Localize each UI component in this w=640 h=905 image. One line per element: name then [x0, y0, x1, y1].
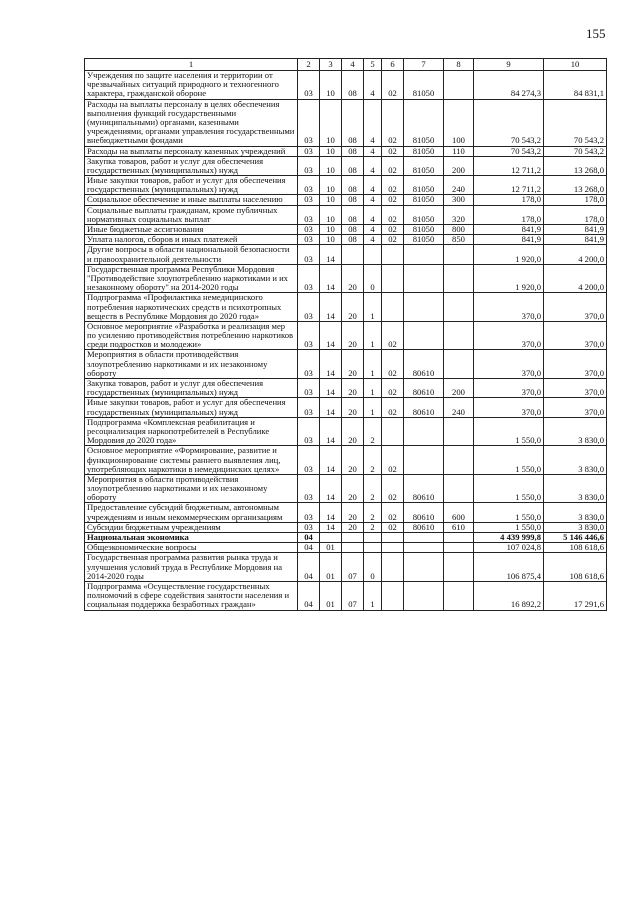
code-cell: 20 [342, 522, 364, 532]
row-name-cell: Основное мероприятие «Формирование, развитие и функционирование системы раннего выявления лиц, употребляющих наркотики в немедицинских целях» [85, 446, 298, 475]
amount-cell: 3 830,0 [544, 474, 607, 503]
code-cell: 320 [444, 205, 474, 224]
code-cell: 14 [320, 293, 342, 322]
code-cell: 10 [320, 156, 342, 175]
code-cell: 07 [342, 553, 364, 582]
code-cell: 02 [382, 446, 404, 475]
code-cell: 20 [342, 446, 364, 475]
amount-cell: 84 274,3 [474, 71, 544, 100]
row-name-cell: Субсидии бюджетным учреждениям [85, 522, 298, 532]
code-cell: 2 [364, 522, 382, 532]
code-cell: 03 [298, 156, 320, 175]
table-row [85, 503, 607, 522]
amount-cell: 370,0 [474, 350, 544, 379]
amount-cell: 178,0 [544, 195, 607, 205]
amount-cell: 370,0 [474, 379, 544, 398]
code-cell: 01 [320, 553, 342, 582]
amount-cell: 178,0 [474, 195, 544, 205]
code-cell: 10 [320, 195, 342, 205]
table-row [85, 71, 607, 100]
code-cell: 14 [320, 321, 342, 350]
code-cell: 10 [320, 205, 342, 224]
row-name-cell: Национальная экономика [85, 533, 298, 543]
code-cell: 4 [364, 205, 382, 224]
amount-cell: 370,0 [544, 398, 607, 417]
code-cell: 03 [298, 398, 320, 417]
row-name-cell: Социальные выплаты гражданам, кроме публичных нормативных социальных выплат [85, 205, 298, 224]
row-name-cell: Уплата налогов, сборов и иных платежей [85, 235, 298, 245]
table-row [85, 264, 607, 293]
code-cell: 1 [364, 350, 382, 379]
code-cell: 80610 [404, 379, 444, 398]
code-cell: 4 [364, 195, 382, 205]
amount-cell: 70 543,2 [544, 99, 607, 146]
code-cell: 20 [342, 264, 364, 293]
code-cell: 20 [342, 321, 364, 350]
table-row [85, 205, 607, 224]
code-cell: 80610 [404, 503, 444, 522]
code-cell: 1 [364, 293, 382, 322]
code-cell [342, 543, 364, 553]
table-row [85, 417, 607, 446]
column-header-2: 2 [298, 59, 320, 71]
code-cell: 81050 [404, 146, 444, 156]
code-cell: 20 [342, 293, 364, 322]
code-cell: 07 [342, 581, 364, 610]
row-name-cell: Закупка товаров, работ и услуг для обеспечения государственных (муниципальных) нужд [85, 379, 298, 398]
code-cell: 20 [342, 379, 364, 398]
code-cell: 80610 [404, 350, 444, 379]
table-row [85, 99, 607, 146]
code-cell: 02 [382, 225, 404, 235]
amount-cell: 1 920,0 [474, 245, 544, 264]
amount-cell: 12 711,2 [474, 176, 544, 195]
code-cell: 4 [364, 156, 382, 175]
code-cell [404, 533, 444, 543]
table-row [85, 543, 607, 553]
amount-cell: 84 831,1 [544, 71, 607, 100]
code-cell [364, 543, 382, 553]
column-header-3: 3 [320, 59, 342, 71]
table-row [85, 146, 607, 156]
amount-cell: 70 543,2 [474, 146, 544, 156]
code-cell: 03 [298, 245, 320, 264]
code-cell [444, 245, 474, 264]
amount-cell: 370,0 [544, 350, 607, 379]
table-row [85, 553, 607, 582]
code-cell: 03 [298, 176, 320, 195]
code-cell [444, 553, 474, 582]
code-cell: 80610 [404, 398, 444, 417]
code-cell: 10 [320, 71, 342, 100]
code-cell: 03 [298, 350, 320, 379]
table-row [85, 581, 607, 610]
amount-cell: 107 024,8 [474, 543, 544, 553]
code-cell: 200 [444, 156, 474, 175]
amount-cell: 1 550,0 [474, 474, 544, 503]
amount-cell: 70 543,2 [474, 99, 544, 146]
amount-cell: 108 618,6 [544, 553, 607, 582]
code-cell: 14 [320, 474, 342, 503]
code-cell: 110 [444, 146, 474, 156]
table-row [85, 321, 607, 350]
amount-cell: 1 550,0 [474, 417, 544, 446]
code-cell [364, 533, 382, 543]
table-row [85, 156, 607, 175]
code-cell: 08 [342, 225, 364, 235]
code-cell: 02 [382, 146, 404, 156]
code-cell: 03 [298, 522, 320, 532]
code-cell: 14 [320, 398, 342, 417]
code-cell: 08 [342, 235, 364, 245]
row-name-cell: Закупка товаров, работ и услуг для обеспечения государственных (муниципальных) нужд [85, 156, 298, 175]
code-cell: 08 [342, 156, 364, 175]
column-header-10: 10 [544, 59, 607, 71]
code-cell: 1 [364, 379, 382, 398]
table-row [85, 195, 607, 205]
table-row [85, 474, 607, 503]
code-cell: 14 [320, 245, 342, 264]
column-header-1: 1 [85, 59, 298, 71]
amount-cell: 370,0 [474, 293, 544, 322]
code-cell: 03 [298, 205, 320, 224]
row-name-cell: Учреждения по защите населения и территории от чрезвычайных ситуаций природного и техногенного характера, гражданской обороне [85, 71, 298, 100]
code-cell [342, 245, 364, 264]
code-cell: 1 [364, 581, 382, 610]
row-name-cell: Государственная программа Республики Мордовия "Противодействие злоупотреблению наркотиками и их незаконному обороту" на 2014-2020 годы [85, 264, 298, 293]
code-cell: 14 [320, 264, 342, 293]
code-cell: 240 [444, 176, 474, 195]
column-header-9: 9 [474, 59, 544, 71]
code-cell: 4 [364, 176, 382, 195]
code-cell [382, 264, 404, 293]
code-cell: 2 [364, 417, 382, 446]
table-row [85, 533, 607, 543]
table-row [85, 379, 607, 398]
column-header-4: 4 [342, 59, 364, 71]
code-cell [404, 581, 444, 610]
amount-cell: 17 291,6 [544, 581, 607, 610]
code-cell: 14 [320, 350, 342, 379]
table-header-row [85, 59, 607, 71]
amount-cell: 108 618,6 [544, 543, 607, 553]
column-header-7: 7 [404, 59, 444, 71]
column-header-5: 5 [364, 59, 382, 71]
amount-cell: 178,0 [474, 205, 544, 224]
code-cell: 04 [298, 543, 320, 553]
code-cell [342, 533, 364, 543]
code-cell: 08 [342, 176, 364, 195]
code-cell [404, 417, 444, 446]
code-cell [404, 321, 444, 350]
code-cell [404, 264, 444, 293]
row-name-cell: Иные бюджетные ассигнования [85, 225, 298, 235]
code-cell: 10 [320, 99, 342, 146]
code-cell: 10 [320, 146, 342, 156]
code-cell: 03 [298, 195, 320, 205]
row-name-cell: Иные закупки товаров, работ и услуг для обеспечения государственных (муниципальных) нужд [85, 398, 298, 417]
row-name-cell: Расходы на выплаты персоналу казенных учреждений [85, 146, 298, 156]
code-cell [444, 581, 474, 610]
row-name-cell: Подпрограмма «Профилактика немедицинского потребления наркотических средств и психотропных веществ в Республике Мордовия до 2020 года» [85, 293, 298, 322]
code-cell: 2 [364, 446, 382, 475]
code-cell: 02 [382, 379, 404, 398]
row-name-cell: Подпрограмма «Осуществление государственных полномочий в сфере содействия занятости населения и социальная поддержка безработных граждан» [85, 581, 298, 610]
table-row [85, 235, 607, 245]
amount-cell: 4 439 999,8 [474, 533, 544, 543]
code-cell: 4 [364, 235, 382, 245]
code-cell: 02 [382, 350, 404, 379]
code-cell: 02 [382, 398, 404, 417]
code-cell: 14 [320, 522, 342, 532]
code-cell: 02 [382, 474, 404, 503]
code-cell: 01 [320, 581, 342, 610]
code-cell [320, 533, 342, 543]
code-cell [444, 474, 474, 503]
budget-table [84, 58, 607, 611]
table-row [85, 398, 607, 417]
code-cell: 81050 [404, 205, 444, 224]
amount-cell: 106 875,4 [474, 553, 544, 582]
code-cell: 02 [382, 156, 404, 175]
code-cell: 02 [382, 176, 404, 195]
code-cell [444, 417, 474, 446]
code-cell: 10 [320, 235, 342, 245]
code-cell [444, 321, 474, 350]
code-cell [444, 543, 474, 553]
row-name-cell: Иные закупки товаров, работ и услуг для обеспечения государственных (муниципальных) нужд [85, 176, 298, 195]
amount-cell: 1 550,0 [474, 446, 544, 475]
code-cell [444, 350, 474, 379]
code-cell: 08 [342, 195, 364, 205]
code-cell: 610 [444, 522, 474, 532]
code-cell [382, 581, 404, 610]
amount-cell: 370,0 [544, 321, 607, 350]
row-name-cell: Расходы на выплаты персоналу в целях обеспечения выполнения функций государственными (муниципальными) органами, казенными учреждениями, органами управления государственными внебюджетными фондами [85, 99, 298, 146]
code-cell: 02 [382, 99, 404, 146]
amount-cell: 3 830,0 [544, 417, 607, 446]
code-cell: 0 [364, 264, 382, 293]
amount-cell: 3 830,0 [544, 522, 607, 532]
code-cell: 600 [444, 503, 474, 522]
code-cell: 800 [444, 225, 474, 235]
code-cell: 81050 [404, 71, 444, 100]
code-cell: 02 [382, 321, 404, 350]
amount-cell: 70 543,2 [544, 146, 607, 156]
code-cell: 01 [320, 543, 342, 553]
code-cell [404, 543, 444, 553]
amount-cell: 13 268,0 [544, 176, 607, 195]
code-cell: 4 [364, 146, 382, 156]
amount-cell: 3 830,0 [544, 503, 607, 522]
code-cell [382, 417, 404, 446]
code-cell: 08 [342, 205, 364, 224]
code-cell [382, 553, 404, 582]
code-cell: 14 [320, 503, 342, 522]
code-cell: 20 [342, 417, 364, 446]
amount-cell: 841,9 [544, 235, 607, 245]
code-cell: 100 [444, 99, 474, 146]
code-cell: 02 [382, 522, 404, 532]
code-cell: 04 [298, 533, 320, 543]
table-row [85, 350, 607, 379]
code-cell: 03 [298, 379, 320, 398]
code-cell: 03 [298, 71, 320, 100]
amount-cell: 12 711,2 [474, 156, 544, 175]
code-cell: 14 [320, 379, 342, 398]
code-cell [382, 293, 404, 322]
code-cell: 81050 [404, 195, 444, 205]
code-cell [444, 293, 474, 322]
code-cell: 03 [298, 235, 320, 245]
row-name-cell: Государственная программа развития рынка труда и улучшения условий труда в Республике Мордовия на 2014-2020 годы [85, 553, 298, 582]
amount-cell: 4 200,0 [544, 245, 607, 264]
table-row [85, 245, 607, 264]
code-cell: 81050 [404, 99, 444, 146]
code-cell: 2 [364, 503, 382, 522]
amount-cell: 3 830,0 [544, 446, 607, 475]
code-cell: 240 [444, 398, 474, 417]
code-cell: 02 [382, 235, 404, 245]
code-cell [364, 245, 382, 264]
code-cell: 80610 [404, 522, 444, 532]
code-cell [404, 553, 444, 582]
code-cell: 03 [298, 293, 320, 322]
code-cell: 20 [342, 503, 364, 522]
code-cell: 10 [320, 176, 342, 195]
code-cell: 20 [342, 474, 364, 503]
row-name-cell: Мероприятия в области противодействия злоупотреблению наркотиками и их незаконному обороту [85, 350, 298, 379]
code-cell: 10 [320, 225, 342, 235]
code-cell [444, 264, 474, 293]
amount-cell: 370,0 [474, 321, 544, 350]
amount-cell: 370,0 [544, 379, 607, 398]
code-cell: 02 [382, 503, 404, 522]
code-cell: 03 [298, 446, 320, 475]
code-cell: 81050 [404, 156, 444, 175]
code-cell: 20 [342, 350, 364, 379]
code-cell: 81050 [404, 235, 444, 245]
code-cell: 14 [320, 417, 342, 446]
code-cell: 0 [364, 553, 382, 582]
code-cell: 03 [298, 264, 320, 293]
code-cell: 200 [444, 379, 474, 398]
table-row [85, 176, 607, 195]
row-name-cell: Другие вопросы в области национальной безопасности и правоохранительной деятельности [85, 245, 298, 264]
code-cell [444, 71, 474, 100]
code-cell: 2 [364, 474, 382, 503]
table-row [85, 293, 607, 322]
amount-cell: 178,0 [544, 205, 607, 224]
code-cell: 03 [298, 417, 320, 446]
code-cell: 03 [298, 503, 320, 522]
amount-cell: 841,9 [474, 225, 544, 235]
code-cell: 4 [364, 71, 382, 100]
amount-cell: 13 268,0 [544, 156, 607, 175]
code-cell: 03 [298, 474, 320, 503]
code-cell: 02 [382, 71, 404, 100]
code-cell: 81050 [404, 176, 444, 195]
code-cell: 03 [298, 321, 320, 350]
amount-cell: 16 892,2 [474, 581, 544, 610]
code-cell: 03 [298, 225, 320, 235]
row-name-cell: Подпрограмма «Комплексная реабилитация и ресоциализация наркопотребителей в Республике Мордовия до 2020 года» [85, 417, 298, 446]
code-cell [404, 245, 444, 264]
code-cell: 20 [342, 398, 364, 417]
amount-cell: 1 920,0 [474, 264, 544, 293]
table-row [85, 225, 607, 235]
code-cell: 1 [364, 398, 382, 417]
code-cell: 03 [298, 146, 320, 156]
code-cell [382, 245, 404, 264]
table-row [85, 522, 607, 532]
page-number: 155 [586, 26, 606, 41]
row-name-cell: Основное мероприятие «Разработка и реализация мер по усилению противодействия потреблению наркотиков среди подростков и молодежи» [85, 321, 298, 350]
row-name-cell: Общеэкономические вопросы [85, 543, 298, 553]
table-body [85, 71, 607, 611]
code-cell: 08 [342, 146, 364, 156]
code-cell [444, 533, 474, 543]
code-cell: 4 [364, 99, 382, 146]
code-cell: 80610 [404, 474, 444, 503]
code-cell [404, 446, 444, 475]
amount-cell: 841,9 [474, 235, 544, 245]
code-cell [444, 446, 474, 475]
amount-cell: 370,0 [544, 293, 607, 322]
code-cell: 08 [342, 99, 364, 146]
code-cell: 300 [444, 195, 474, 205]
code-cell: 1 [364, 321, 382, 350]
amount-cell: 841,9 [544, 225, 607, 235]
row-name-cell: Мероприятия в области противодействия злоупотреблению наркотиками и их незаконному обороту [85, 474, 298, 503]
amount-cell: 1 550,0 [474, 503, 544, 522]
code-cell [382, 533, 404, 543]
column-header-8: 8 [444, 59, 474, 71]
code-cell [404, 293, 444, 322]
row-name-cell: Социальное обеспечение и иные выплаты населению [85, 195, 298, 205]
code-cell: 81050 [404, 225, 444, 235]
code-cell: 850 [444, 235, 474, 245]
code-cell: 03 [298, 99, 320, 146]
code-cell [382, 543, 404, 553]
code-cell: 04 [298, 581, 320, 610]
code-cell: 04 [298, 553, 320, 582]
amount-cell: 370,0 [474, 398, 544, 417]
code-cell: 14 [320, 446, 342, 475]
code-cell: 02 [382, 205, 404, 224]
amount-cell: 4 200,0 [544, 264, 607, 293]
amount-cell: 1 550,0 [474, 522, 544, 532]
code-cell: 02 [382, 195, 404, 205]
row-name-cell: Предоставление субсидий бюджетным, автономным учреждениям и иным некоммерческим организациям [85, 503, 298, 522]
code-cell: 4 [364, 225, 382, 235]
amount-cell: 5 146 446,6 [544, 533, 607, 543]
column-header-6: 6 [382, 59, 404, 71]
table-row [85, 446, 607, 475]
code-cell: 08 [342, 71, 364, 100]
